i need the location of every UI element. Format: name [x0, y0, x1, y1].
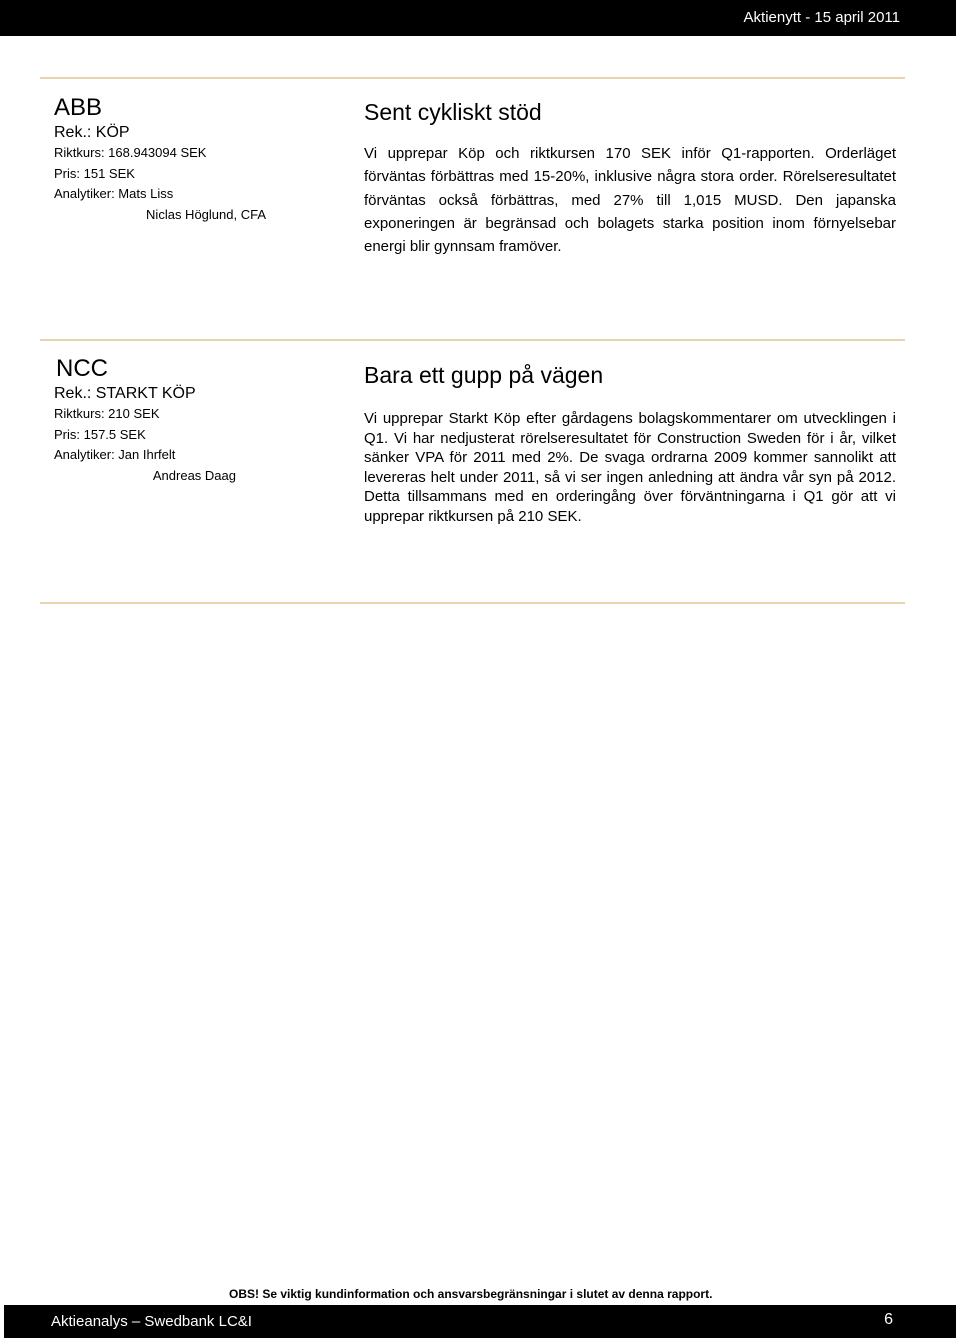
section-divider: [40, 77, 905, 79]
abb-article: [364, 98, 896, 258]
analyst-secondary: Niclas Höglund, CFA: [146, 206, 266, 222]
target-price: Riktkurs: 168.943094 SEK: [54, 145, 207, 160]
target-price: Riktkurs: 210 SEK: [54, 406, 160, 421]
price: Pris: 151 SEK: [54, 165, 135, 181]
recommendation: Rek.: STARKT KÖP: [54, 385, 196, 402]
disclaimer-note: OBS! Se viktig kundinformation och ansvarsbegränsningar i slutet av denna rapport.: [229, 1287, 713, 1301]
ncc-info: [54, 356, 294, 486]
page-number: 6: [884, 1311, 893, 1328]
ticker: ABB: [54, 94, 103, 121]
analyst-secondary: Andreas Daag: [152, 467, 236, 483]
footer-publisher: Aktieanalys – Swedbank LC&I: [51, 1313, 252, 1330]
header-title: Aktienytt - 15 april 2011: [743, 9, 900, 26]
header-bar: [0, 0, 956, 36]
price: Pris: 157.5 SEK: [54, 426, 146, 442]
ticker: NCC: [56, 355, 108, 382]
article-headline: Sent cykliskt stöd: [364, 99, 542, 125]
abb-info: [54, 95, 294, 225]
recommendation: Rek.: KÖP: [54, 124, 130, 141]
article-body: Vi upprepar Starkt Köp efter gårdagens bolagskommentarer om utvecklingen i Q1. Vi har nedjusterat rörelseresultatet för Construction Sweden för i år, vilket sänker VPA för 2011 med 2%. De svaga ordrarna 2009 kommer sannolikt att levereras helt under 2011, så vi ser ingen anledning att ändra vår syn på 2012. Detta tillsammans med en orderingång över förväntningarna i Q1 gör att vi upprepar riktkursen på 210 SEK.: [364, 410, 896, 525]
section-divider: [40, 602, 905, 604]
ncc-article: [364, 361, 896, 526]
article-headline: Bara ett gupp på vägen: [364, 362, 604, 388]
analyst: Analytiker: Jan Ihrfelt: [54, 447, 176, 462]
footer-bar: [4, 1305, 956, 1338]
analyst: Analytiker: Mats Liss: [54, 186, 174, 201]
section-divider: [40, 339, 905, 341]
article-body: Vi upprepar Köp och riktkursen 170 SEK inför Q1-rapporten. Orderläget förväntas förbättras med 15-20%, inklusive några stora order. Rörelseresultatet förväntas också förbättras, med 27% till 1,015 MUSD. Den japanska exponeringen är begränsad och bolagets starka position inom förnyelsebar energi blir gynnsam framöver.: [364, 145, 896, 256]
